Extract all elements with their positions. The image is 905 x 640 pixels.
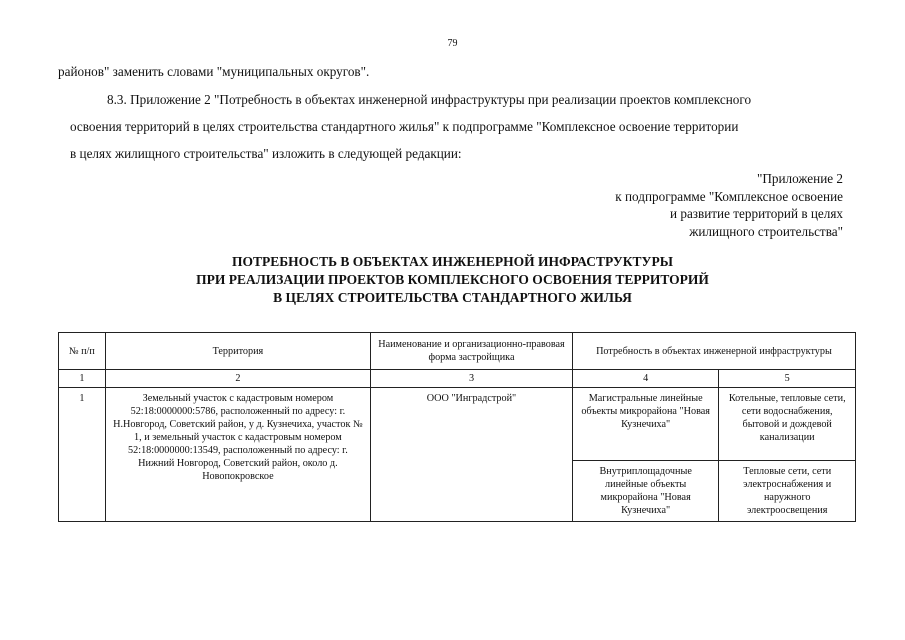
col-number: 5 — [719, 370, 856, 388]
heading-line-2: ПРИ РЕАЛИЗАЦИИ ПРОЕКТОВ КОМПЛЕКСНОГО ОСВОЕНИЯ ТЕРРИТОРИЙ — [196, 272, 709, 287]
paragraph-line-4: в целях жилищного строительства" изложить в следующей редакции: — [70, 146, 462, 161]
header-developer: Наименование и организационно-правовая форма застройщика — [371, 333, 573, 370]
document-heading — [0, 253, 905, 307]
row-objects-2: Внутриплощадочные линейные объекты микрорайона "Новая Кузнечиха" — [572, 461, 719, 522]
header-territory: Территория — [105, 333, 370, 370]
row-objects-1: Магистральные линейные объекты микрорайона "Новая Кузнечиха" — [572, 388, 719, 461]
row-networks-2: Тепловые сети, сети электроснабжения и наружного электроосвещения — [719, 461, 856, 522]
table-row — [59, 388, 856, 461]
row-developer: ООО "Инградстрой" — [371, 388, 573, 522]
paragraph-line-2: 8.3. Приложение 2 "Потребность в объектах инженерной инфраструктуры при реализации проектов комплексного — [107, 92, 752, 107]
appendix-line-3: и развитие территорий в целях — [670, 206, 843, 221]
table-header-row — [59, 333, 856, 370]
col-number: 3 — [371, 370, 573, 388]
infrastructure-table — [58, 332, 856, 522]
header-need: Потребность в объектах инженерной инфраструктуры — [572, 333, 855, 370]
paragraph-line-3: освоения территорий в целях строительства стандартного жилья" к подпрограмме "Комплексное освоение территории — [70, 119, 739, 134]
row-networks-1: Котельные, тепловые сети, сети водоснабжения, бытовой и дождевой канализации — [719, 388, 856, 461]
heading-line-3: В ЦЕЛЯХ СТРОИТЕЛЬСТВА СТАНДАРТНОГО ЖИЛЬЯ — [273, 290, 632, 305]
page-number: 79 — [447, 38, 458, 49]
paragraph-line-1: районов" заменить словами "муниципальных округов". — [58, 64, 370, 79]
appendix-line-2: к подпрограмме "Комплексное освоение — [615, 188, 843, 204]
row-num: 1 — [59, 388, 106, 522]
col-number: 4 — [572, 370, 719, 388]
appendix-line-4: жилищного строительства" — [689, 223, 843, 239]
row-territory: Земельный участок с кадастровым номером 52:18:0000000:5786, расположенный по адресу: г. Н.Новгород, Советский район, у д. Кузнечиха, участок № 1, и земельный участок с кадастровым номером 52:18:0000000:13549, расположенный по адресу: г. Нижний Новгород, Советский район, около д. Новопокровское — [105, 388, 370, 522]
heading-line-1: ПОТРЕБНОСТЬ В ОБЪЕКТАХ ИНЖЕНЕРНОЙ ИНФРАСТРУКТУРЫ — [232, 254, 673, 269]
header-num: № п/п — [59, 333, 106, 370]
column-number-row — [59, 370, 856, 388]
col-number: 2 — [105, 370, 370, 388]
col-number: 1 — [59, 370, 106, 388]
appendix-note — [615, 170, 843, 240]
appendix-line-1: "Приложение 2 — [756, 171, 843, 186]
